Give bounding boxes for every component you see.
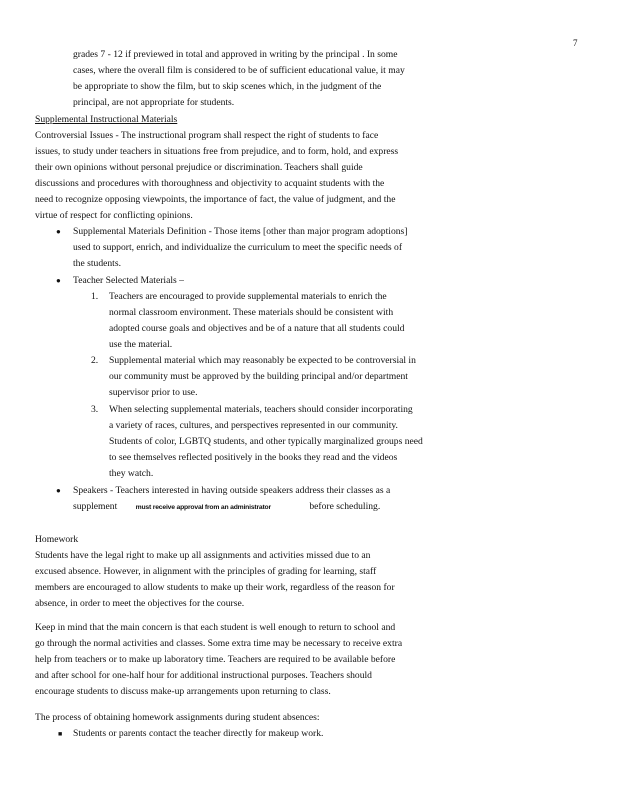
bullet-dot-icon: ● [56, 486, 61, 495]
bullet-square-icon: ■ [58, 730, 63, 738]
homework-line: absence, in order to meet the objectives for the course. [35, 598, 245, 609]
speakers-text: before scheduling. [309, 501, 381, 512]
item-number: 2. [91, 355, 99, 366]
bullet-definition [56, 224, 478, 272]
homework-heading: Homework [35, 534, 79, 545]
process-line: Students or parents contact the teacher directly for makeup work. [73, 728, 324, 739]
item-line: adopted course goals and objectives and be of a nature that all students could [109, 323, 405, 334]
intro-line: principal, are not appropriate for students. [73, 97, 235, 108]
homework-line: go through the normal activities and classes. Some extra time may be necessary to receive extra [35, 638, 403, 649]
speakers-line-2 [73, 499, 478, 516]
item-number: 1. [91, 291, 99, 302]
homework-line: excused absence. However, in alignment with the principles of grading for learning, staff [35, 566, 377, 577]
controversial-line: virtue of respect for conflicting opinions. [35, 210, 193, 221]
homework-paragraph-1 [35, 548, 483, 612]
item-line: use the material. [109, 339, 173, 350]
controversial-line: need to recognize opposing viewpoints, the importance of fact, the value of judgment, and the [35, 194, 396, 205]
item-line: supervisor prior to use. [109, 387, 198, 398]
bullet-speakers [56, 483, 478, 516]
item-line: When selecting supplemental materials, teachers should consider incorporating [109, 404, 413, 415]
supplemental-heading: Supplemental Instructional Materials [35, 114, 178, 125]
bullet-process [58, 726, 403, 742]
item-line: a variety of races, cultures, and perspectives represented in our community. [109, 420, 398, 431]
numbered-item-1 [91, 289, 479, 353]
definition-line: Supplemental Materials Definition - Those items [other than major program adoptions] [73, 226, 408, 237]
item-line: our community must be approved by the building principal and/or department [109, 371, 408, 382]
controversial-line: Controversial Issues - The instructional program shall respect the right of students to face [35, 130, 379, 141]
item-line: normal classroom environment. These materials should be consistent with [109, 307, 394, 318]
controversial-line: discussions and procedures with thoroughness and objectivity to acquaint students with the [35, 178, 385, 189]
homework-line: and after school for one-half hour for additional instructional purposes. Teachers should [35, 670, 372, 681]
controversial-line: their own opinions without personal prejudice or discrimination. Teachers shall guide [35, 162, 363, 173]
homework-line: Students have the legal right to make up all assignments and activities missed due to an [35, 550, 371, 561]
item-line: Teachers are encouraged to provide supplemental materials to enrich the [109, 291, 387, 302]
item-number: 3. [91, 404, 99, 415]
numbered-item-3 [91, 402, 479, 482]
controversial-paragraph [35, 128, 483, 224]
definition-line: the students. [73, 258, 121, 269]
process-heading: The process of obtaining homework assignments during student absences: [35, 712, 320, 723]
page-number: 7 [573, 38, 578, 48]
item-line: they watch. [109, 468, 154, 479]
speakers-approval-text: must receive approval from an administrator [135, 504, 271, 511]
intro-paragraph [73, 47, 477, 111]
speakers-text: supplement [73, 501, 118, 512]
intro-line: be appropriate to show the film, but to skip scenes which, in the judgment of the [73, 81, 382, 92]
bullet-dot-icon: ● [56, 227, 61, 236]
bullet-teacher-selected [56, 273, 478, 289]
numbered-item-2 [91, 353, 479, 401]
definition-line: used to support, enrich, and individualize the curriculum to meet the specific needs of [73, 242, 403, 253]
item-line: Supplemental material which may reasonably be expected to be controversial in [109, 355, 416, 366]
item-line: to see themselves reflected positively in the books they read and the videos [109, 452, 398, 463]
item-line: Students of color, LGBTQ students, and other typically marginalized groups need [109, 436, 423, 447]
homework-line: Keep in mind that the main concern is that each student is well enough to return to school and [35, 622, 396, 633]
homework-line: help from teachers or to make up laboratory time. Teachers are required to be available before [35, 654, 396, 665]
controversial-line: issues, to study under teachers in situations free from prejudice, and to form, hold, and express [35, 146, 399, 157]
intro-line: cases, where the overall film is considered to be of sufficient educational value, it may [73, 65, 405, 76]
homework-paragraph-2 [35, 620, 503, 700]
intro-line: grades 7 - 12 if previewed in total and approved in writing by the principal . In some [73, 49, 398, 60]
homework-line: encourage students to discuss make-up arrangements upon returning to class. [35, 686, 331, 697]
teacher-selected-label: Teacher Selected Materials – [73, 275, 184, 286]
speakers-line: Speakers - Teachers interested in having outside speakers address their classes as a [73, 485, 391, 496]
homework-line: members are encouraged to allow students to make up their work, regardless of the reason for [35, 582, 395, 593]
bullet-dot-icon: ● [56, 276, 61, 285]
